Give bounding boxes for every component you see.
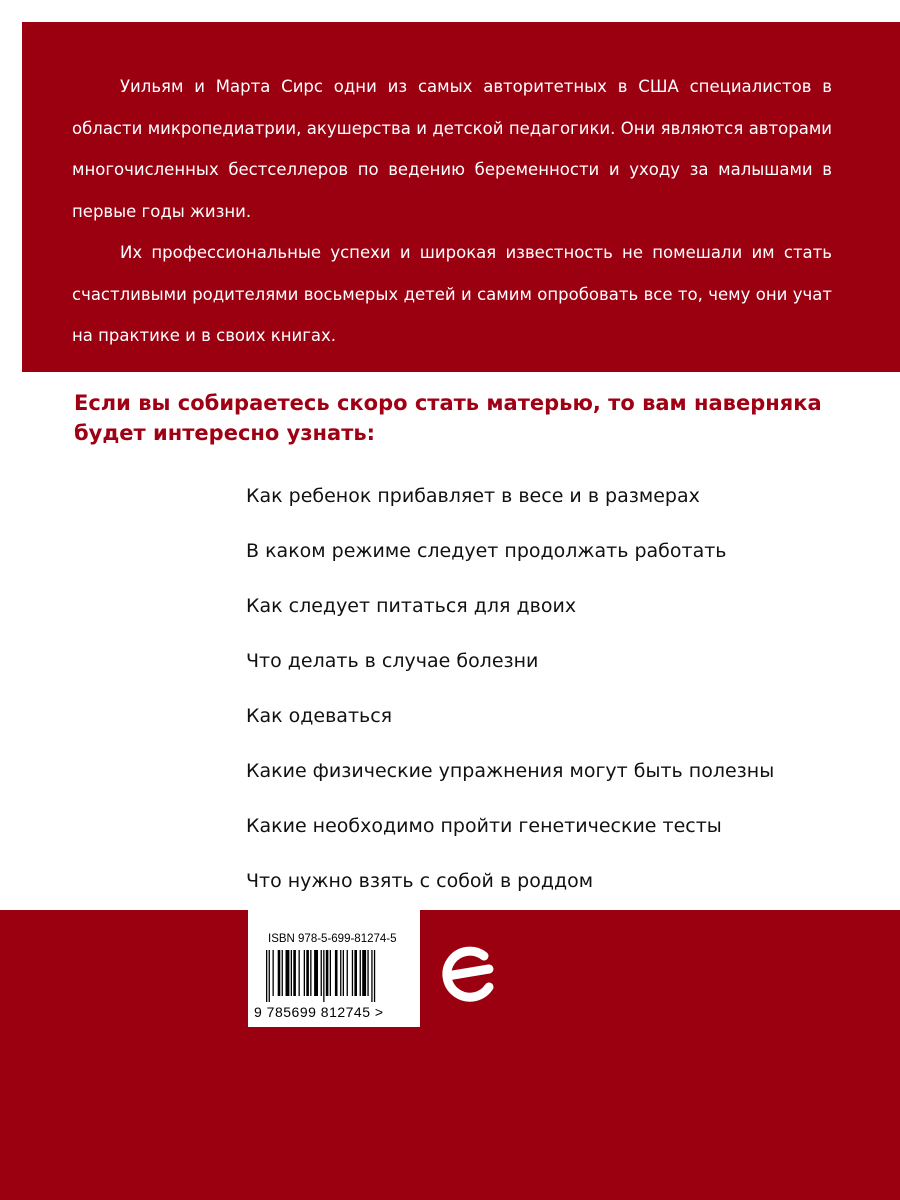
barcode-bar xyxy=(347,950,348,996)
barcode-bar xyxy=(360,950,361,996)
barcode-bar xyxy=(374,950,375,1002)
author-bio xyxy=(72,66,832,357)
barcode-bar xyxy=(367,950,368,996)
barcode-bar xyxy=(354,950,357,996)
barcode-bar xyxy=(266,950,267,1002)
barcode-bar xyxy=(310,950,311,996)
barcode-bar xyxy=(304,950,305,996)
barcode-digits: 9 785699 812745 > xyxy=(254,1004,384,1020)
barcode-bar xyxy=(291,950,292,996)
author-info-panel xyxy=(22,22,900,372)
barcode-bar xyxy=(343,950,344,996)
topic-item: Как следует питаться для двоих xyxy=(246,595,577,617)
topic-item: Какие физические упражнения могут быть полезны xyxy=(246,760,775,782)
barcode-bar xyxy=(314,950,318,996)
eksmo-e-logo-icon xyxy=(440,943,500,1009)
barcode-label xyxy=(248,910,420,1027)
topic-item: Как одеваться xyxy=(246,705,393,727)
barcode-bar xyxy=(335,950,338,996)
barcode-bar xyxy=(362,950,366,996)
barcode-bar xyxy=(269,950,270,1002)
barcode-bar xyxy=(299,950,300,996)
topics-heading: Если вы собираетесь скоро стать матерью, то вам наверняка будет интересно узнать: xyxy=(74,391,822,445)
topic-item: Что нужно взять с собой в роддом xyxy=(246,870,594,892)
barcode-bar xyxy=(340,950,341,996)
barcode-bar xyxy=(293,950,296,996)
barcode-bar xyxy=(330,950,331,996)
topic-item: Как ребенок прибавляет в весе и в размерах xyxy=(246,485,700,507)
topic-item: В каком режиме следует продолжать работать xyxy=(246,540,727,562)
isbn-number: ISBN 978-5-699-81274-5 xyxy=(268,933,397,945)
barcode-bar xyxy=(286,950,290,996)
bio-paragraph-1: Уильям и Марта Сирс одни из самых авторитетных в США специалистов в области микропедиатрии, акушерства и детской педагогики. Они являются авторами многочисленных бестселлеров по ведению беременности и уходу за малышами в первые годы жизни. xyxy=(72,77,832,221)
barcode-bar xyxy=(273,950,274,996)
barcode-bars xyxy=(266,950,414,1002)
barcode-bar xyxy=(306,950,309,996)
barcode-bar xyxy=(278,950,281,996)
barcode-bar xyxy=(352,950,353,996)
topic-item: Что делать в случае болезни xyxy=(246,650,539,672)
barcode-bar xyxy=(282,950,283,996)
barcode-bar xyxy=(323,950,324,1002)
barcode-bar xyxy=(371,950,372,1002)
bio-paragraph-2: Их профессиональные успехи и широкая известность не помешали им стать счастливыми родителями восьмерых детей и самим опробовать все то, чему они учат на практике и в своих книгах. xyxy=(72,243,832,345)
topic-item: Какие необходимо пройти генетические тесты xyxy=(246,815,722,837)
barcode-bar xyxy=(321,950,322,996)
barcode-bar xyxy=(326,950,329,996)
topics-list xyxy=(246,477,886,917)
